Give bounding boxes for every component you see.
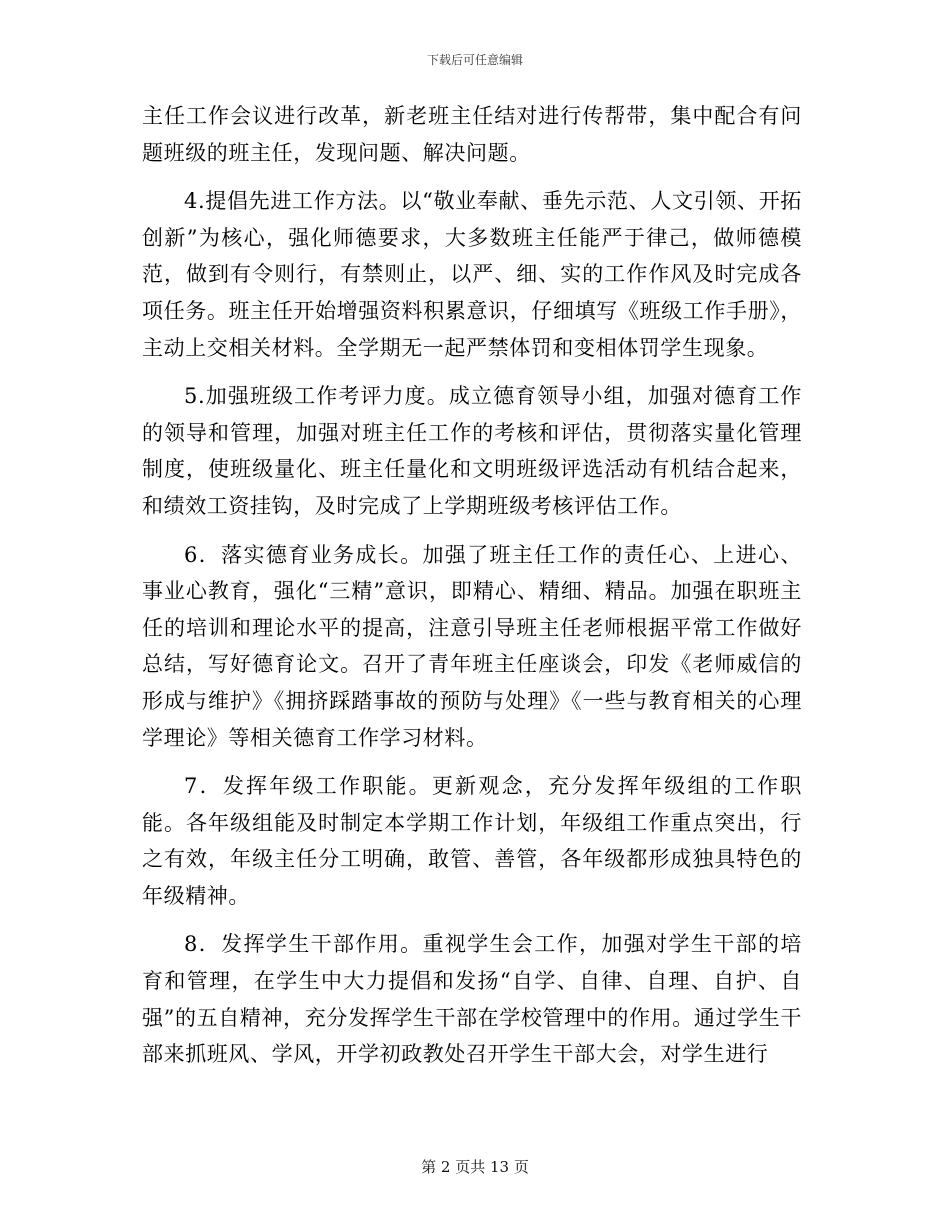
- paragraph-item-7: 7．发挥年级工作职能。更新观念，充分发挥年级组的工作职能。各年级组能及时制定本学期工作计划，年级组工作重点突出，行之有效，年级主任分工明确，敢管、善管，各年级都形成独具特色的年级精神。: [142, 774, 802, 908]
- paragraph-item-6: 6．落实德育业务成长。加强了班主任工作的责任心、上进心、事业心教育，强化“三精”意识，即精心、精细、精品。加强在职班主任的培训和理论水平的提高，注意引导班主任老师根据平常工作做好总结，写好德育论文。召开了青年班主任座谈会，印发《老师威信的形成与维护》《拥挤踩踏事故的预防与处理》《一些与教育相关的心理学理论》等相关德育工作学习材料。: [142, 542, 802, 750]
- paragraph-continuation: 主任工作会议进行改革，新老班主任结对进行传帮带，集中配合有问题班级的班主任，发现问题、解决问题。: [142, 104, 802, 165]
- document-body: [142, 98, 802, 1085]
- page-number: 第 2 页共 13 页: [421, 1158, 529, 1176]
- paragraph-item-5: 5.加强班级工作考评力度。成立德育领导小组，加强对德育工作的领导和管理，加强对班主任工作的考核和评估，贯彻落实量化管理制度，使班级量化、班主任量化和文明班级评选活动有机结合起来，和绩效工资挂钩，及时完成了上学期班级考核评估工作。: [142, 384, 802, 518]
- paragraph-item-8: 8．发挥学生干部作用。重视学生会工作，加强对学生干部的培育和管理，在学生中大力提倡和发扬“自学、自律、自理、自护、自强”的五自精神，充分发挥学生干部在学校管理中的作用。通过学生干部来抓班风、学风，开学初政教处召开学生干部大会，对学生进行: [142, 932, 802, 1067]
- page-header-note: 下载后可任意编辑: [426, 53, 523, 67]
- paragraph-item-4: 4.提倡先进工作方法。以“敬业奉献、垂先示范、人文引领、开拓创新”为核心，强化师德要求，大多数班主任能严于律己，做师德模范，做到有令则行，有禁则止，以严、细、实的工作作风及时完成各项任务。班主任开始增强资料积累意识，仔细填写《班级工作手册》，主动上交相关材料。全学期无一起严禁体罚和变相体罚学生现象。: [142, 189, 802, 360]
